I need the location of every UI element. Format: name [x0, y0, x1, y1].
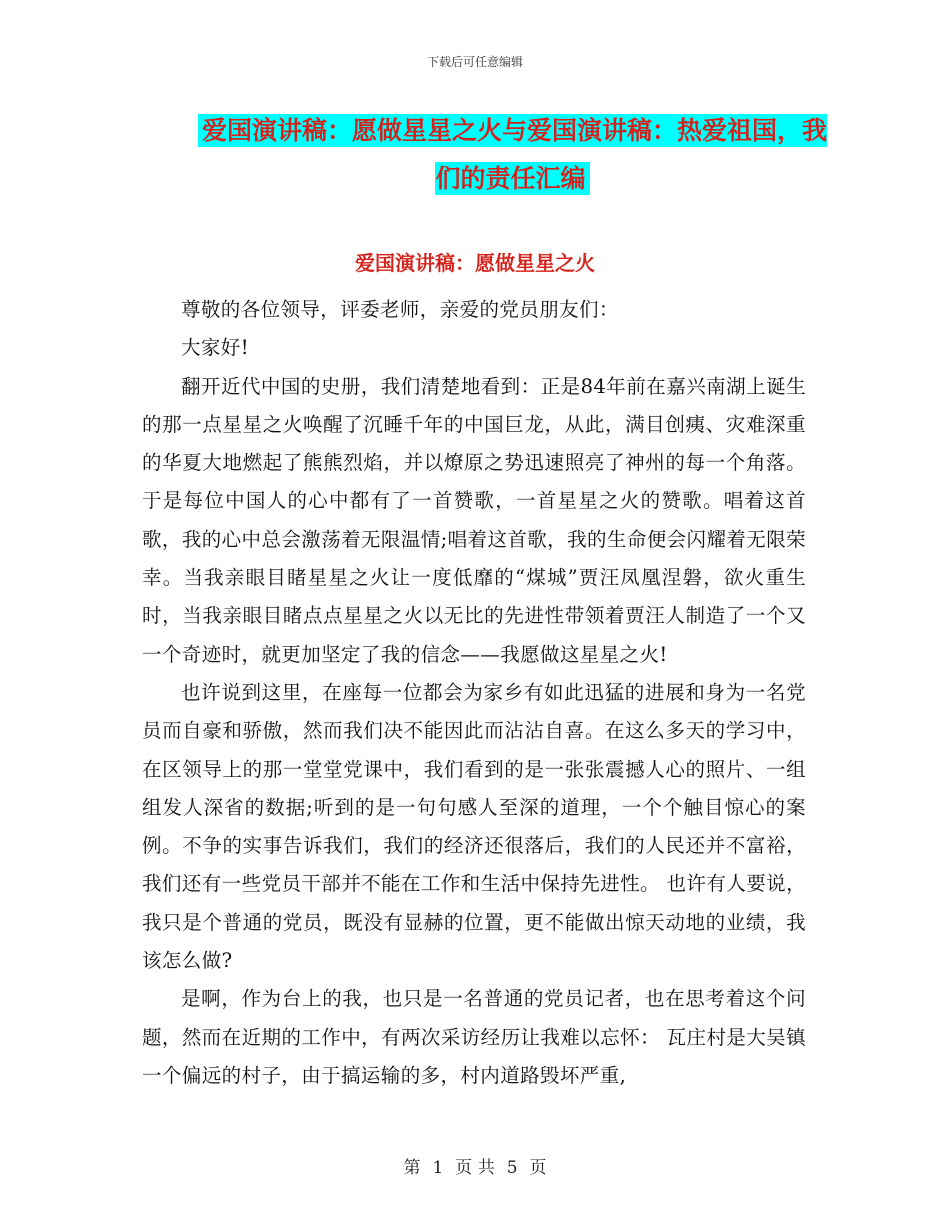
footer-page-number: 1 [432, 1158, 444, 1178]
footer-middle: 页 共 [455, 1158, 495, 1178]
body-paragraph: 是啊，作为台上的我，也只是一名普通的党员记者，也在思考着这个问题，然而在近期的工作中，有两次采访经历让我难以忘怀： 瓦庄村是大吴镇一个偏远的村子，由于搞运输的多，村内道路毁坏严重, [142, 987, 806, 1087]
footer-suffix: 页 [529, 1158, 547, 1178]
document-body [142, 291, 806, 1095]
page-footer [0, 1153, 950, 1178]
footer-total-pages: 5 [506, 1158, 518, 1178]
document-title-text: 爱国演讲稿：愿做星星之火与爱国演讲稿：热爱祖国，我们的责任汇编 [198, 114, 827, 195]
section-title: 爱国演讲稿：愿做星星之火 [355, 251, 595, 275]
body-paragraph: 翻开近代中国的史册，我们清楚地看到：正是84年前在嘉兴南湖上诞生的那一点星星之火唤醒了沉睡千年的中国巨龙，从此，满目创痍、灾难深重的华夏大地燃起了熊熊烈焰，并以燎原之势迅速照亮了神州的每一个角落。于是每位中国人的心中都有了一首赞歌，一首星星之火的赞歌。唱着这首歌，我的心中总会激荡着无限温情;唱着这首歌，我的生命便会闪耀着无限荣幸。当我亲眼目睹星星之火让一度低靡的“煤城”贾汪凤凰涅磐，欲火重生时，当我亲眼目睹点点星星之火以无比的先进性带领着贾汪人制造了一个又一个奇迹时，就更加坚定了我的信念——我愿做这星星之火! [142, 374, 806, 666]
greeting-paragraph: 大家好! [181, 336, 249, 360]
salutation-paragraph: 尊敬的各位领导，评委老师，亲爱的党员朋友们： [181, 298, 619, 321]
header-note: 下载后可任意编辑 [426, 55, 523, 69]
document-title [190, 107, 835, 203]
body-paragraph: 也许说到这里，在座每一位都会为家乡有如此迅猛的进展和身为一名党员而自豪和骄傲，然而我们决不能因此而沾沾自喜。在这么多天的学习中，在区领导上的那一堂堂党课中，我们看到的是一张张震撼人心的照片、一组组发人深省的数据;听到的是一句句感人至深的道理，一个个触目惊心的案例。不争的实事告诉我们，我们的经济还很落后，我们的人民还并不富裕，我们还有一些党员干部并不能在工作和生活中保持先进性。 也许有人要说，我只是个普通的党员，既没有显赫的位置，更不能做出惊天动地的业绩，我该怎么做? [142, 680, 806, 973]
footer-prefix: 第 [403, 1158, 421, 1178]
